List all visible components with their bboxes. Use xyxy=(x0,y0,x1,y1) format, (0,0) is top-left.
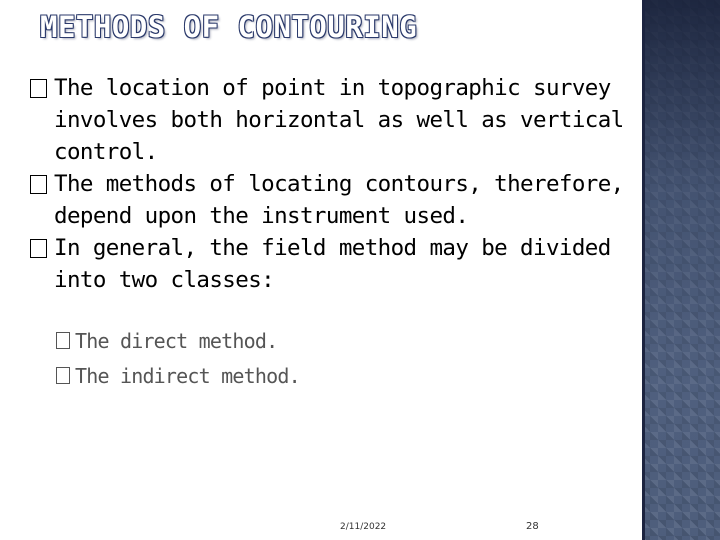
side-panel-gradient xyxy=(642,0,720,540)
square-bullet-icon xyxy=(56,332,70,349)
bullet-item xyxy=(30,168,635,232)
bullet-text: In general, the field method may be divided into two classes: xyxy=(54,235,611,293)
sub-bullet-list xyxy=(55,324,300,394)
sub-bullet-item xyxy=(55,324,300,359)
footer-date: 2/11/2022 xyxy=(340,522,387,532)
bullet-list xyxy=(30,72,635,296)
slide-title: METHODS OF CONTOURING xyxy=(40,10,418,44)
sub-bullet-text: The direct method. xyxy=(75,329,278,353)
bullet-text: The location of point in topographic survey involves both horizontal as well as vertical control. xyxy=(54,75,624,165)
side-panel-edge xyxy=(642,0,645,540)
decorative-side-panel xyxy=(642,0,720,540)
sub-bullet-item xyxy=(55,359,300,394)
sub-bullet-text: The indirect method. xyxy=(75,364,300,388)
footer-page-number: 28 xyxy=(526,521,539,532)
square-bullet-icon xyxy=(30,79,47,98)
square-bullet-icon xyxy=(30,239,47,258)
square-bullet-icon xyxy=(30,175,47,194)
bullet-item xyxy=(30,232,635,296)
square-bullet-icon xyxy=(56,367,70,384)
bullet-item xyxy=(30,72,635,168)
bullet-text: The methods of locating contours, therefore, depend upon the instrument used. xyxy=(54,171,624,229)
